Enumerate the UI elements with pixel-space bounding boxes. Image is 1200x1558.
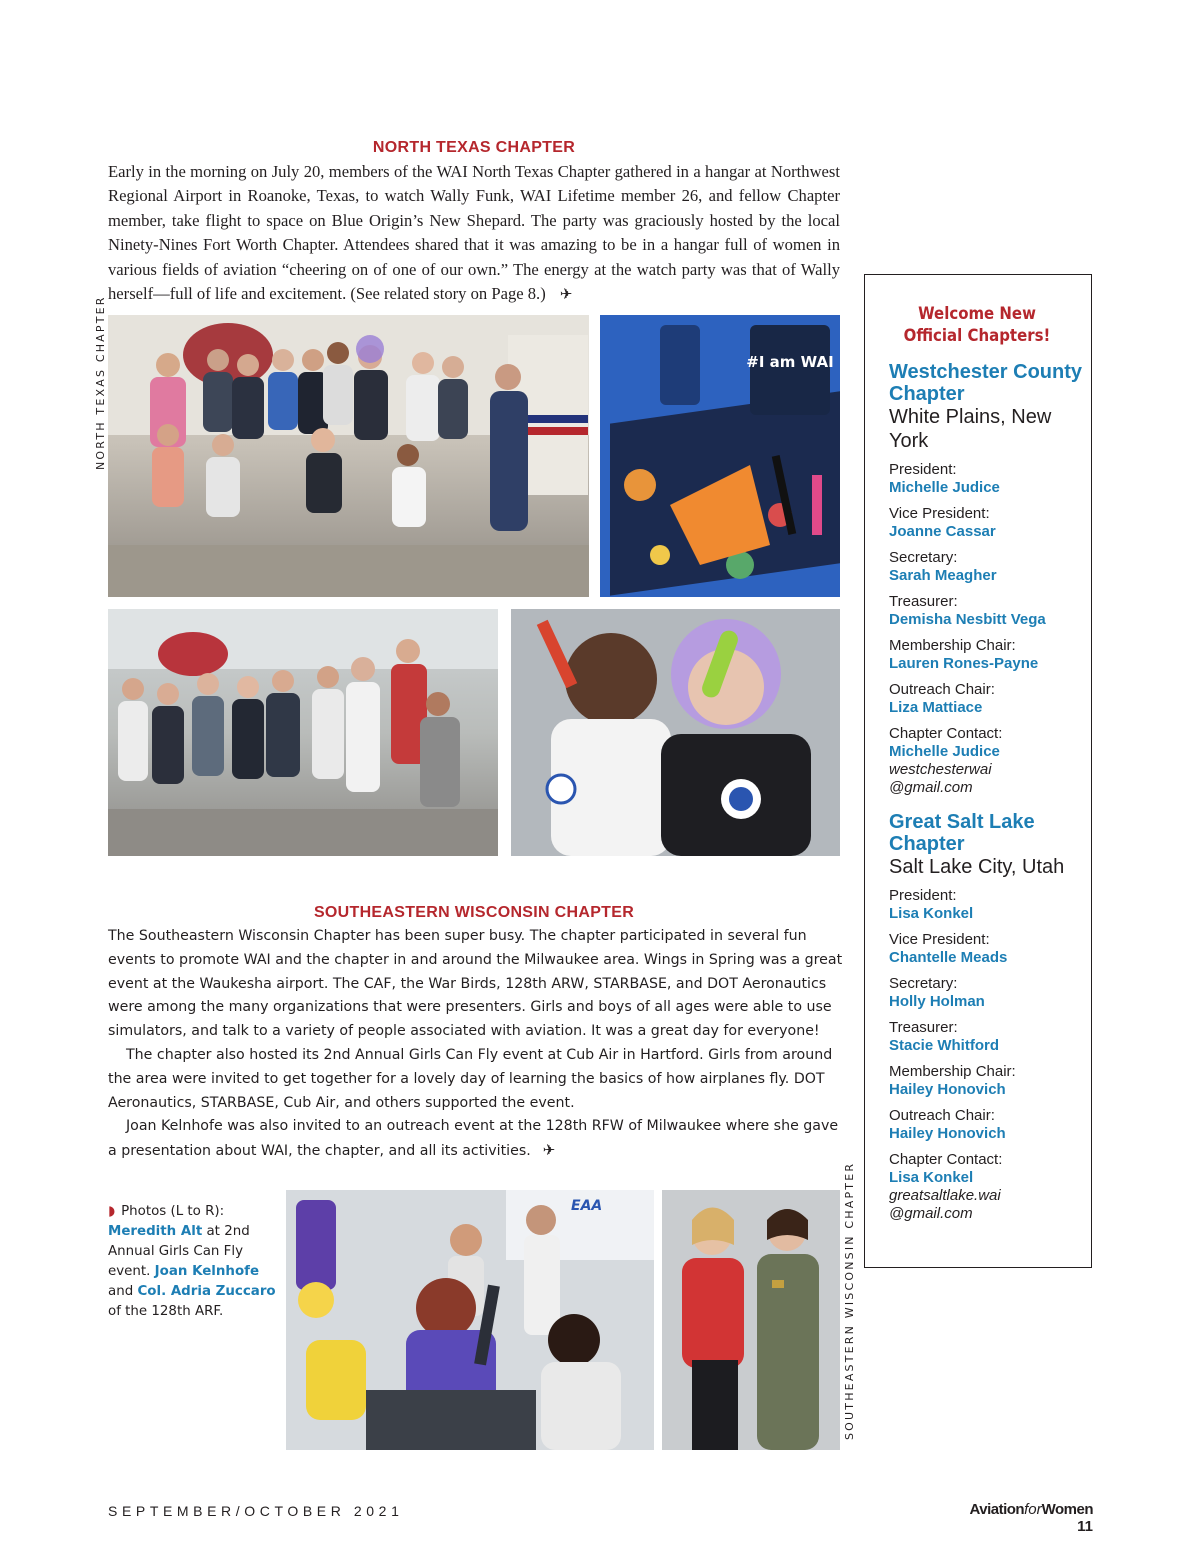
officer-name: Sarah Meagher bbox=[889, 567, 997, 584]
officer-role: President: bbox=[889, 461, 957, 478]
se-wisconsin-paragraph-3-text: Joan Kelnhofe was also invited to an outreach event at the 128th RFW of Milwaukee where she gave a presentation about WAI, the chapter, and all its activities. bbox=[108, 1118, 839, 1160]
officer-name: Hailey Honovich bbox=[889, 1081, 1006, 1098]
se-wisconsin-photo-credit: SOUTHEASTERN WISCONSIN CHAPTER bbox=[843, 1161, 856, 1440]
officer-name: Michelle Judice bbox=[889, 479, 1000, 496]
north-texas-table-photo bbox=[600, 315, 840, 597]
chapter-name: Westchester County Chapter bbox=[889, 361, 1083, 405]
officer-name: Michelle Judice bbox=[889, 743, 1000, 760]
group-photo-illustration bbox=[108, 315, 589, 597]
officer-role: Outreach Chair: bbox=[889, 1107, 995, 1124]
magazine-name-c: Women bbox=[1041, 1501, 1093, 1518]
north-texas-selfie-photo bbox=[511, 609, 840, 856]
officer-role: Vice President: bbox=[889, 505, 990, 522]
north-texas-text: Early in the morning on July 20, members of the WAI North Texas Chapter gathered in a hangar at Northwest Regional Airport in Roanoke, Texas, to watch Wally Funk, WAI Lifetime member 26, and fellow Chapter member, take flight to space on Blue Origin’s New Shepard. The party was graciously hosted by the local Ninety-Nines Fort Worth Chapter. Attendees shared that it was amazing to be in a hangar full of women in various fields of aviation “cheering on of one of our own.” The energy at the watch party was that of Wally herself—full of life and excitement. (See related story on Page 8.) bbox=[108, 162, 840, 304]
officer-role: Membership Chair: bbox=[889, 1063, 1016, 1080]
north-texas-body bbox=[108, 160, 840, 306]
caption-name-3: Col. Adria Zuccaro bbox=[137, 1284, 276, 1299]
chapter-city: White Plains, New York bbox=[889, 406, 1052, 452]
officer-role: Treasurer: bbox=[889, 593, 958, 610]
se-wisconsin-officers-photo bbox=[662, 1190, 840, 1450]
se-wisconsin-paragraph-2: The chapter also hosted its 2nd Annual Girls Can Fly event at Cub Air in Hartford. Girls from around the area were invited to get together for a lovely day of learning the basics of how airplanes fly. DOT Aeronautics, STARBASE, Cub Air, and others supported the event. bbox=[108, 1046, 833, 1111]
chapter-city: Salt Lake City, Utah bbox=[889, 856, 1065, 878]
caption-text-1: Photos (L to R): bbox=[121, 1204, 225, 1219]
se-wisconsin-body bbox=[108, 925, 843, 1164]
magazine-name-a: Aviation bbox=[969, 1501, 1025, 1518]
selfie-photo-illustration bbox=[511, 609, 840, 856]
officer-name: Liza Mattiace bbox=[889, 699, 983, 716]
chapter-email: @gmail.com bbox=[889, 1205, 973, 1222]
officers-photo-illustration bbox=[662, 1190, 840, 1450]
officer-role: Chapter Contact: bbox=[889, 1151, 1003, 1168]
photo-caption bbox=[108, 1202, 280, 1322]
caption-bullet-icon: ◗ bbox=[108, 1204, 116, 1219]
officer-name: Hailey Honovich bbox=[889, 1125, 1006, 1142]
officer-role: Secretary: bbox=[889, 975, 958, 992]
page-number: 11 bbox=[1077, 1518, 1093, 1535]
issue-date: SEPTEMBER/OCTOBER 2021 bbox=[108, 1503, 404, 1519]
north-texas-heading: NORTH TEXAS CHAPTER bbox=[372, 139, 576, 156]
officer-role: Secretary: bbox=[889, 549, 958, 566]
p5-sign-text: EAA bbox=[571, 1198, 603, 1214]
chapter-block bbox=[889, 811, 1091, 1223]
caption-text-2: at 2nd Annual Girls Can Fly event. bbox=[108, 1224, 250, 1279]
simulator-photo-illustration bbox=[286, 1190, 654, 1450]
officer-name: Holly Holman bbox=[889, 993, 985, 1010]
officer-role: Treasurer: bbox=[889, 1019, 958, 1036]
caption-name-1: Meredith Alt bbox=[108, 1224, 203, 1239]
magazine-name-b: for bbox=[1024, 1501, 1042, 1518]
chapter-block bbox=[889, 361, 1091, 797]
north-texas-group-photo bbox=[108, 315, 589, 597]
se-wisconsin-paragraph-1: The Southeastern Wisconsin Chapter has been super busy. The chapter participated in several fun events to promote WAI and the chapter in and around the Milwaukee area. Wings in Spring was a great event at the Waukesha airport. The CAF, the War Birds, 128th ARW, STARBASE, and DOT Aeronautics were among the many organizations that were presenters. Girls and boys of all ages were able to use simulators, and talk to a variety of people associated with aviation. It was a great day for everyone! bbox=[108, 928, 843, 1040]
officer-role: President: bbox=[889, 887, 957, 904]
airplane-icon: ✈ bbox=[542, 1141, 556, 1160]
chapter-email: westchesterwai bbox=[889, 761, 992, 778]
sidebar-title: Welcome New Official Chapters! bbox=[903, 304, 1051, 346]
caption-text-4: of the 128th ARF. bbox=[108, 1304, 224, 1319]
chapter-email: greatsaltlake.wai bbox=[889, 1187, 1001, 1204]
officer-name: Chantelle Meads bbox=[889, 949, 1008, 966]
chapter-name: Great Salt Lake Chapter bbox=[889, 811, 1035, 855]
caption-text-3: and bbox=[108, 1284, 138, 1299]
new-chapters-sidebar bbox=[864, 274, 1092, 1268]
p2-sign-text: #I am WAI bbox=[746, 353, 834, 371]
officer-name: Demisha Nesbitt Vega bbox=[889, 611, 1046, 628]
officer-role: Chapter Contact: bbox=[889, 725, 1003, 742]
magazine-name-and-page bbox=[955, 1501, 1093, 1535]
north-texas-photo-credit: NORTH TEXAS CHAPTER bbox=[94, 295, 107, 470]
north-texas-group-photo-2 bbox=[108, 609, 498, 856]
table-photo-illustration bbox=[600, 315, 840, 597]
officer-name: Lauren Rones-Payne bbox=[889, 655, 1039, 672]
se-wisconsin-paragraph-3 bbox=[108, 1115, 843, 1164]
chapter-email: @gmail.com bbox=[889, 779, 973, 796]
se-wisconsin-simulator-photo bbox=[286, 1190, 654, 1450]
group-photo-2-illustration bbox=[108, 609, 498, 856]
officer-role: Outreach Chair: bbox=[889, 681, 995, 698]
se-wisconsin-heading: SOUTHEASTERN WISCONSIN CHAPTER bbox=[313, 904, 635, 921]
officer-role: Vice President: bbox=[889, 931, 990, 948]
sidebar-chapters bbox=[865, 361, 1091, 1223]
caption-name-2: Joan Kelnhofe bbox=[154, 1264, 260, 1279]
officer-name: Stacie Whitford bbox=[889, 1037, 1000, 1054]
officer-role: Membership Chair: bbox=[889, 637, 1016, 654]
officer-name: Joanne Cassar bbox=[889, 523, 996, 540]
airplane-icon: ✈ bbox=[559, 285, 573, 304]
officer-name: Lisa Konkel bbox=[889, 905, 974, 922]
officer-name: Lisa Konkel bbox=[889, 1169, 974, 1186]
